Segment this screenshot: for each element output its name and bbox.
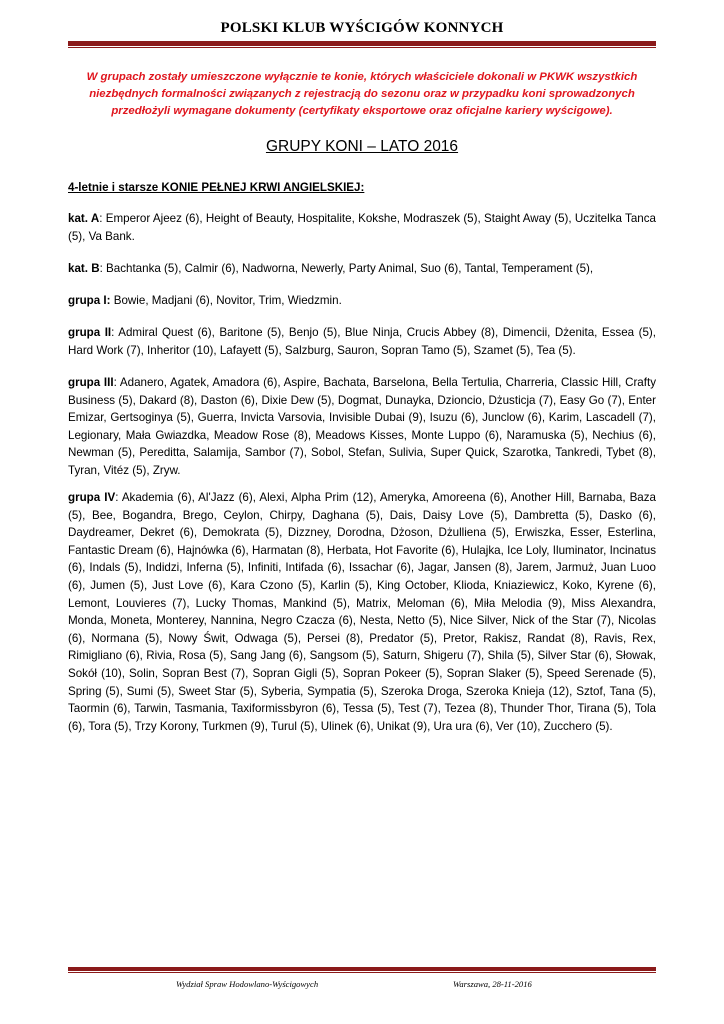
document-title: GRUPY KONI – LATO 2016 [265, 138, 459, 155]
group-kat-a [68, 210, 656, 245]
group-label: grupa III [68, 376, 114, 389]
group-grupa-1 [68, 292, 656, 310]
group-horses: : Akademia (6), Al'Jazz (6), Alexi, Alpha Prim (12), Ameryka, Amoreena (6), Another Hill, Barnaba, Baza (5), Bee, Bogandra, Brego, Ceylon, Chirpy, Daghana (5), Dais, Daisy Love (5), Dambretta (5), Dasko (6), Daydreamer, Dekret (6), Demokrata (5), Dizzney, Dorodna, Dżoson, Dżulliena (5), Erwiszka, Esser, Esterlina, Fantastic Dream (6), Hajnówka (6), Harmatan (8), Herbata, Hot Favorite (6), Hulajka, Ice Loly, Iluminator, Incinatus (6), Indals (5), Indidzi, Inferna (5), Infiniti, Intifada (6), Issachar (6), Jagar, Jansen (8), Jarem, Jarmuż, Juan Luoo (6), Jumen (5), Just Love (6), Kara Czono (5), Karlin (5), King October, Klioda, Kniaziewicz, Koko, Kyrene (6), Lemont, Louvieres (7), Lucky Thomas, Mankind (5), Matrix, Meloman (6), Miła Melodia (9), Miss Alexandra, Monda, Moneta, Monterey, Nannina, Negro Czacza (6), Nesta, Netto (5), Nice Silver, Nick of the Star (7), Nicolas (6), Normana (5), Nowy Świt, Odwaga (5), Persei (8), Predator (5), Pretor, Rakisz, Randat (8), Ravis, Rex, Rimigliano (6), Rivia, Rosa (5), Sang Jang (6), Sangsom (5), Saturn, Shigeru (7), Shila (5), Silver Star (6), Słowak, Sokół (10), Solin, Sopran Best (7), Sopran Gigli (5), Sopran Pokeer (5), Sopran Slaker (5), Speed Serenade (5), Spring (5), Sumi (5), Sweet Star (5), Syberia, Sympatia (5), Szeroka Droga, Szeroka Knieja (12), Sztof, Tana (5), Taormin (6), Tarwin, Tasmania, Taxiformissbyron (6), Tessa (5), Test (7), Tezea (8), Thunder Thor, Tirana (5), Tola (6), Tora (5), Trzy Korony, Turkmen (9), Turul (5), Ulinek (6), Unikat (9), Ura ura (6), Ver (10), Zucchero (5). [68, 491, 656, 733]
notice-line-2: niezbędnych formalności związanych z rejestracją do sezonu oraz w przypadku koni sprowadzonych [89, 88, 635, 100]
group-grupa-4 [68, 489, 656, 735]
group-label: kat. B [68, 262, 100, 275]
footer-date: Warszawa, 28-11-2016 [453, 979, 532, 989]
section-heading: 4-letnie i starsze KONIE PEŁNEJ KRWI ANGIELSKIEJ: [68, 181, 365, 194]
group-label: kat. A [68, 212, 100, 225]
group-grupa-2 [68, 324, 656, 359]
footer-department: Wydział Spraw Hodowlano-Wyścigowych [176, 979, 319, 989]
header-divider [68, 41, 656, 46]
group-horses: : Adanero, Agatek, Amadora (6), Aspire, Bachata, Barselona, Bella Tertulia, Charreria, Classic Hill, Crafty Business (5), Dakard (8), Daston (6), Dixie Dew (5), Dogmat, Dunayka, Dzioncio, Dżusticja (7), Easy Go (7), Enter Emizar, Gertsoginya (5), Guerra, Invicta Varsovia, Invisible Dubai (9), Isuzu (6), Junclow (6), Karim, Lascadell (7), Legionary, Mała Gwiazdka, Meadow Rose (8), Meadows Kisses, Monte Luppo (6), Naramuska (5), Nechius (6), Newman (5), Pereditta, Salamija, Sambor (7), Sobol, Stefan, Sulivia, Super Quick, Szarotka, Tankredi, Tybet (8), Tyran, Vitéz (5), Zryw. [68, 376, 656, 477]
notice-line-3: przedłożyli wymagane dokumenty (certyfikaty eksportowe oraz oficjalne kariery wyścigowe). [111, 105, 613, 117]
group-kat-b [68, 260, 656, 278]
registration-notice [68, 69, 656, 120]
group-horses: : Admiral Quest (6), Baritone (5), Benjo (5), Blue Ninja, Crucis Abbey (8), Dimencii, Dżenita, Essea (5), Hard Work (7), Inheritor (10), Lafayett (5), Salzburg, Sauron, Sopran Tamo (5), Szamet (5), Tea (5). [68, 326, 657, 357]
footer-divider [68, 967, 656, 971]
page-header-title: POLSKI KLUB WYŚCIGÓW KONNYCH [220, 20, 504, 36]
group-label: grupa IV [68, 491, 116, 504]
group-horses: : Bachtanka (5), Calmir (6), Nadworna, Newerly, Party Animal, Suo (6), Tantal, Temperament (5), [99, 262, 594, 275]
group-grupa-3 [68, 374, 656, 480]
group-label: grupa I: [68, 294, 111, 307]
group-label: grupa II [68, 326, 112, 339]
notice-line-1: W grupach zostały umieszczone wyłącznie te konie, których właściciele dokonali w PKWK wszystkich [86, 71, 638, 83]
group-horses: : Emperor Ajeez (6), Height of Beauty, Hospitalite, Kokshe, Modraszek (5), Staight Away (5), Uczitelka Tanca (5), Va Bank. [68, 212, 656, 243]
group-horses: Bowie, Madjani (6), Novitor, Trim, Wiedzmin. [110, 294, 342, 307]
